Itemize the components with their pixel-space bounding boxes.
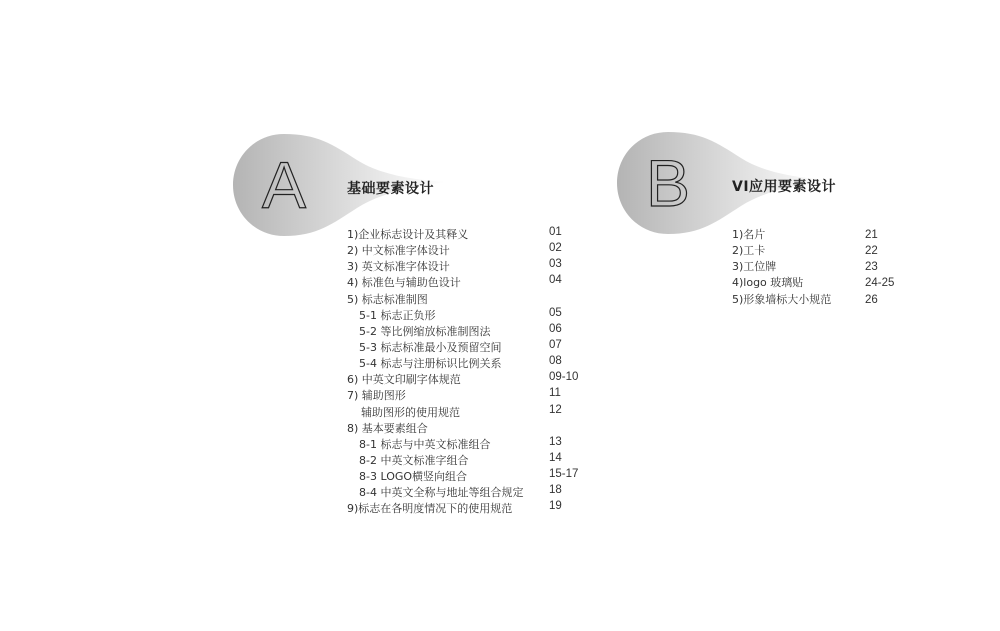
toc-entry-label: 4)logo 玻璃贴 <box>732 276 804 290</box>
toc-entry-page: 02 <box>549 242 562 255</box>
toc-entry-page: 04 <box>549 274 562 287</box>
toc-entry-label: 1)名片 <box>732 228 766 241</box>
toc-entry-label: 8-4 中英文全称与地址等组合规定 <box>359 486 524 500</box>
toc-entry-label: 2) 中文标准字体设计 <box>347 244 450 258</box>
toc-entry-label: 3)工位牌 <box>732 260 777 274</box>
section-a-toc <box>347 227 587 518</box>
toc-entry-page: 18 <box>549 484 562 497</box>
toc-entry-label: 4) 标准色与辅助色设计 <box>347 276 461 290</box>
toc-entry-page: 11 <box>549 387 561 400</box>
toc-entry-label: 8-2 中英文标准字组合 <box>359 453 469 467</box>
toc-entry <box>347 501 587 517</box>
toc-entry-label: 5-4 标志与注册标识比例关系 <box>359 357 502 371</box>
toc-entry-label: 5)形象墙标大小规范 <box>732 292 832 306</box>
toc-entry-page: 21 <box>865 229 878 241</box>
toc-entry-label: 5) 标志标准制图 <box>347 292 428 306</box>
section-b-toc <box>732 227 912 308</box>
toc-entry-label: 9)标志在各明度情况下的使用规范 <box>347 502 513 516</box>
toc-entry <box>732 227 912 243</box>
toc-entry <box>347 275 587 291</box>
toc-entry-page: 19 <box>549 500 562 513</box>
toc-entry-page: 14 <box>549 451 562 464</box>
toc-entry-label: 辅助图形的使用规范 <box>361 405 460 419</box>
toc-entry <box>347 405 587 421</box>
toc-entry-label: 8-1 标志与中英文标准组合 <box>359 437 491 451</box>
toc-entry-page: 09-10 <box>549 371 579 384</box>
toc-entry-label: 8-3 LOGO横竖向组合 <box>359 470 468 484</box>
toc-entry-label: 6) 中英文印刷字体规范 <box>347 373 461 387</box>
toc-entry-page: 03 <box>549 258 562 271</box>
toc-entry-page: 06 <box>549 322 562 335</box>
toc-entry <box>732 275 912 291</box>
toc-entry-label: 5-2 等比例缩放标准制图法 <box>359 324 491 338</box>
toc-entry-label: 7) 辅助图形 <box>347 389 406 403</box>
toc-entry-page: 24-25 <box>865 277 895 290</box>
toc-entry-page: 23 <box>865 261 878 274</box>
toc-entry-page: 26 <box>865 293 878 306</box>
toc-entry-page: 13 <box>549 435 562 448</box>
toc-entry-label: 5-3 标志标准最小及预留空间 <box>359 340 502 354</box>
toc-entry-label: 1)企业标志设计及其释义 <box>347 228 469 241</box>
toc-entry <box>732 292 912 308</box>
toc-entry-page: 05 <box>549 306 562 319</box>
toc-entry-page: 07 <box>549 338 562 351</box>
toc-entry-page: 15-17 <box>549 468 579 481</box>
section-b-letter: B <box>645 146 691 220</box>
toc-entry-page: 12 <box>549 403 562 416</box>
toc-entry-label: 2)工卡 <box>732 244 766 258</box>
section-b-title: VI应用要素设计 <box>732 179 837 195</box>
section-a-title: 基础要素设计 <box>347 181 434 197</box>
toc-entry <box>732 259 912 275</box>
toc-entry-page: 01 <box>549 226 562 238</box>
toc-entry <box>732 243 912 259</box>
toc-entry-page: 22 <box>865 245 878 258</box>
section-a-letter: A <box>261 148 307 222</box>
toc-entry-label: 8) 基本要素组合 <box>347 421 428 435</box>
toc-entry-label: 3) 英文标准字体设计 <box>347 260 450 274</box>
toc-entry-page: 08 <box>549 355 562 368</box>
toc-entry-label: 5-1 标志正负形 <box>359 308 436 322</box>
